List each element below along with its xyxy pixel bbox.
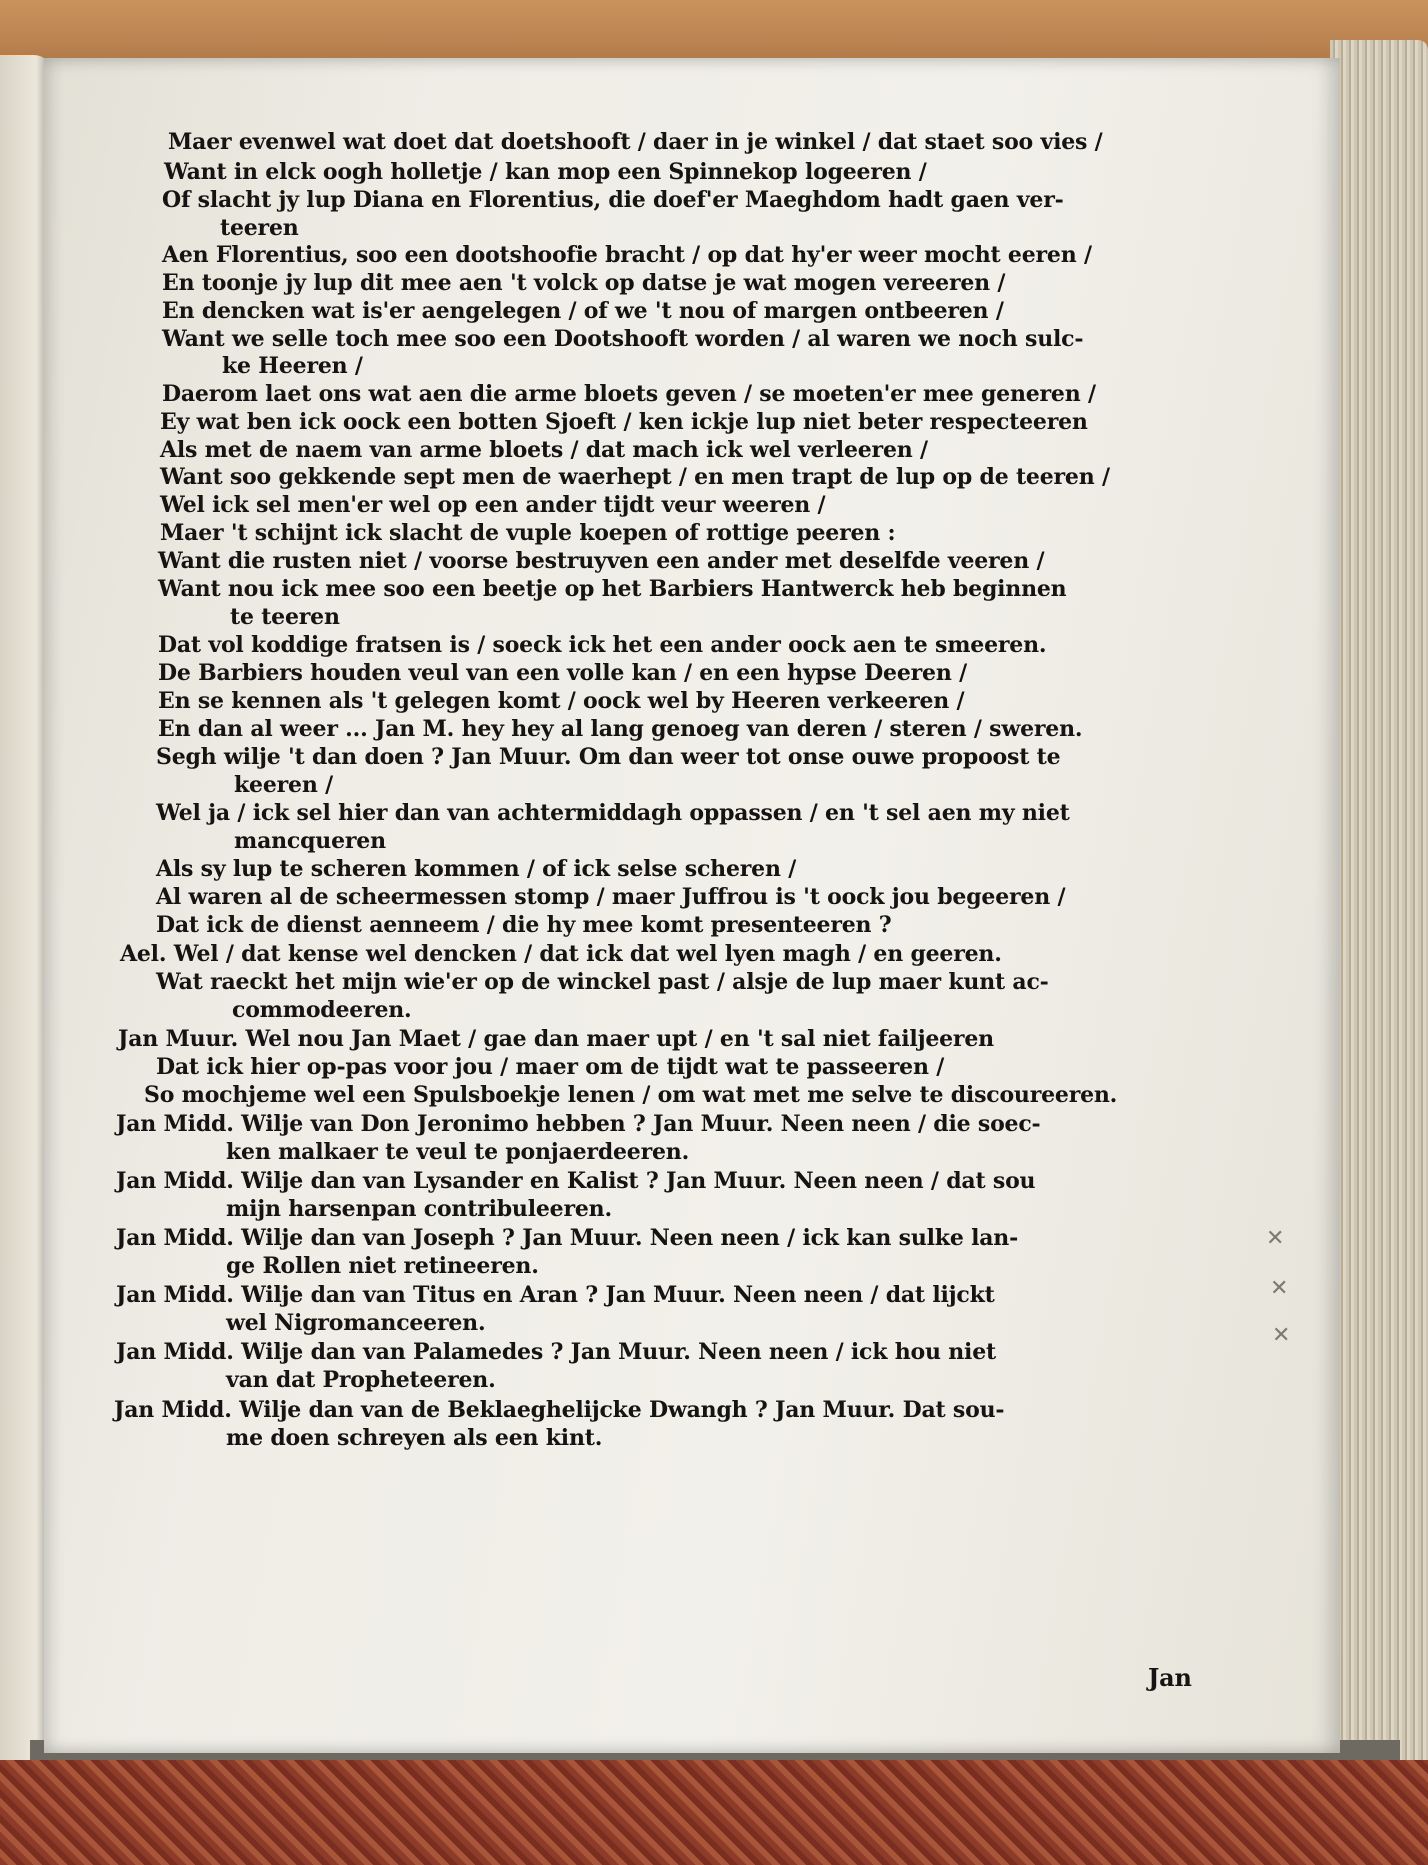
text-line: Want soo gekkende sept men de waerhept / en men trapt de lup op de teeren / bbox=[160, 464, 1110, 490]
text-line: Want we selle toch mee soo een Dootshooft worden / al waren we noch sulc- bbox=[162, 326, 1084, 352]
text-line: teeren bbox=[220, 215, 299, 241]
text-line: Dat ick de dienst aenneem / die hy mee komt presenteeren ? bbox=[156, 912, 892, 938]
text-line: keeren / bbox=[234, 772, 333, 798]
text-line: Ael. Wel / dat kense wel dencken / dat ick dat wel lyen magh / en geeren. bbox=[120, 941, 1002, 967]
text-line: En toonje jy lup dit mee aen 't volck op datse je wat mogen vereeren / bbox=[162, 270, 1006, 296]
text-line: Daerom laet ons wat aen die arme bloets geven / se moeten'er mee generen / bbox=[162, 381, 1096, 407]
text-line: me doen schreyen als een kint. bbox=[226, 1425, 603, 1451]
text-line: ke Heeren / bbox=[222, 353, 363, 379]
text-line: wel Nigromanceeren. bbox=[226, 1310, 486, 1336]
text-line: Jan Midd. Wilje dan van de Beklaeghelijcke Dwangh ? Jan Muur. Dat sou- bbox=[114, 1397, 1005, 1423]
text-line: Maer evenwel wat doet dat doetshooft / daer in je winkel / dat staet soo vies / bbox=[168, 129, 1103, 155]
text-line: Ey wat ben ick oock een botten Sjoeft / ken ickje lup niet beter respecteeren bbox=[160, 409, 1088, 435]
text-line: Jan Midd. Wilje dan van Joseph ? Jan Muur. Neen neen / ick kan sulke lan- bbox=[116, 1225, 1019, 1251]
text-line: mancqueren bbox=[234, 828, 386, 854]
text-line: Want nou ick mee soo een beetje op het Barbiers Hantwerck heb beginnen bbox=[158, 576, 1067, 602]
text-line: En dencken wat is'er aengelegen / of we 't nou of margen ontbeeren / bbox=[162, 298, 1004, 324]
text-line: Wel ick sel men'er wel op een ander tijdt veur weeren / bbox=[160, 492, 826, 518]
pencil-mark-icon: ✕ bbox=[1270, 1276, 1289, 1301]
pencil-mark-icon: ✕ bbox=[1266, 1226, 1285, 1251]
text-line: Want die rusten niet / voorse bestruyven een ander met deselfde veeren / bbox=[158, 548, 1045, 574]
text-line: ge Rollen niet retineeren. bbox=[226, 1253, 539, 1279]
text-line: De Barbiers houden veul van een volle kan / en een hypse Deeren / bbox=[158, 660, 967, 686]
text-line: Segh wilje 't dan doen ? Jan Muur. Om dan weer tot onse ouwe propoost te bbox=[156, 744, 1061, 770]
text-line: Want in elck oogh holletje / kan mop een Spinnekop logeeren / bbox=[164, 159, 927, 185]
text-line: mijn harsenpan contribuleeren. bbox=[226, 1196, 612, 1222]
text-line: Of slacht jy lup Diana en Florentius, die doef'er Maeghdom hadt gaen ver- bbox=[162, 187, 1064, 213]
text-line: En dan al weer ... Jan M. hey hey al lang genoeg van deren / steren / sweren. bbox=[158, 716, 1083, 742]
tablecloth bbox=[0, 1760, 1428, 1865]
text-line: Wel ja / ick sel hier dan van achtermiddagh oppassen / en 't sel aen my niet bbox=[156, 800, 1070, 826]
text-line: ken malkaer te veul te ponjaerdeeren. bbox=[226, 1139, 690, 1165]
text-line: En se kennen als 't gelegen komt / oock wel by Heeren verkeeren / bbox=[158, 688, 965, 714]
text-line: So mochjeme wel een Spulsboekje lenen / om wat met me selve te discoureeren. bbox=[144, 1082, 1118, 1108]
text-line: Aen Florentius, soo een dootshoofie bracht / op dat hy'er weer mocht eeren / bbox=[162, 242, 1092, 268]
text-line: te teeren bbox=[230, 604, 340, 630]
pencil-mark-icon: ✕ bbox=[1272, 1323, 1291, 1348]
page-text-block bbox=[44, 58, 1340, 1753]
catchword: Jan bbox=[1148, 1663, 1192, 1692]
text-line: commodeeren. bbox=[232, 997, 412, 1023]
text-line: Dat ick hier op-pas voor jou / maer om de tijdt wat te passeeren / bbox=[156, 1054, 945, 1080]
text-line: Maer 't schijnt ick slacht de vuple koepen of rottige peeren : bbox=[160, 520, 896, 546]
text-line: Jan Midd. Wilje van Don Jeronimo hebben ? Jan Muur. Neen neen / die soec- bbox=[116, 1111, 1041, 1137]
text-line: Dat vol koddige fratsen is / soeck ick het een ander oock aen te smeeren. bbox=[158, 632, 1047, 658]
text-line: van dat Propheteeren. bbox=[226, 1367, 496, 1393]
text-line: Al waren al de scheermessen stomp / maer Juffrou is 't oock jou begeeren / bbox=[156, 884, 1066, 910]
page-block-edge bbox=[1330, 40, 1428, 1780]
book-page bbox=[44, 58, 1340, 1753]
text-line: Als sy lup te scheren kommen / of ick selse scheren / bbox=[156, 856, 797, 882]
text-line: Jan Midd. Wilje dan van Palamedes ? Jan Muur. Neen neen / ick hou niet bbox=[116, 1339, 996, 1365]
text-line: Als met de naem van arme bloets / dat mach ick wel verleeren / bbox=[160, 437, 928, 463]
text-line: Wat raeckt het mijn wie'er op de winckel past / alsje de lup maer kunt ac- bbox=[156, 969, 1049, 995]
text-line: Jan Midd. Wilje dan van Lysander en Kalist ? Jan Muur. Neen neen / dat sou bbox=[116, 1168, 1036, 1194]
text-line: Jan Muur. Wel nou Jan Maet / gae dan maer upt / en 't sal niet failjeeren bbox=[118, 1026, 994, 1052]
text-line: Jan Midd. Wilje dan van Titus en Aran ? Jan Muur. Neen neen / dat lijckt bbox=[116, 1282, 995, 1308]
